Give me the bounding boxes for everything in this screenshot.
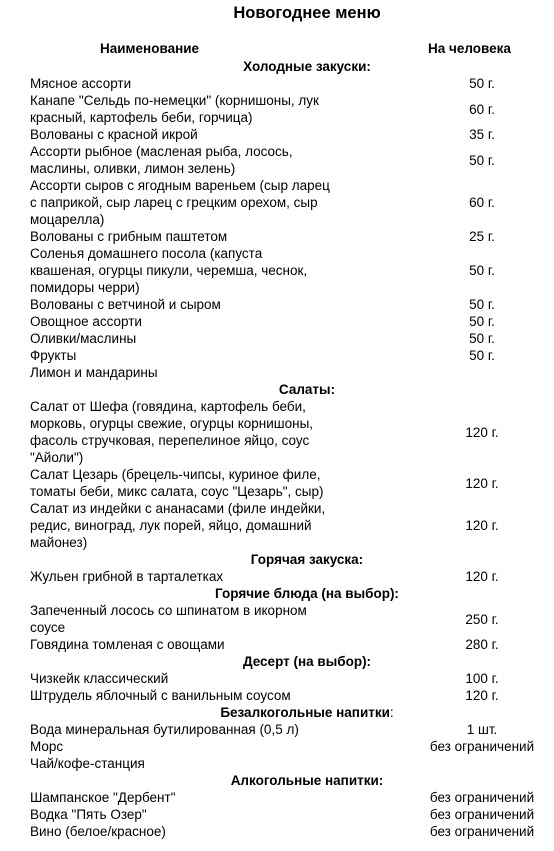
menu-item-name [0,500,410,551]
menu-item-name-line: Штрудель яблочный с ванильным соусом [30,688,291,703]
menu-item-name [0,721,410,738]
menu-item-row [0,568,554,585]
menu-item-quantity: 1 шт. [466,722,498,737]
menu-item-row [0,398,554,466]
menu-item-name [0,823,410,840]
menu-item-quantity: 25 г. [469,229,495,244]
menu-item-row [0,602,554,636]
menu-item-name-line: маслины, оливки, лимон зелень) [30,161,236,176]
menu-item-row [0,687,554,704]
menu-item-name-line: Волованы с красной икрой [30,127,198,142]
menu-item-row [0,755,554,772]
section-heading [0,653,554,670]
menu-item-name [0,568,410,585]
menu-item-name-line: томаты беби, микс салата, соус "Цезарь", сыр) [30,484,324,499]
menu-item-name-line: редис, виноград, лук порей, яйцо, домашний [30,518,312,533]
menu-item-name-line: Салат Цезарь (брецель-чипсы, куриное филе, [30,467,321,482]
menu-item-name-line: красный, картофель беби, горчица) [30,110,253,125]
menu-item-quantity: 100 г. [465,671,499,686]
menu-item-row [0,823,554,840]
menu-item-row [0,466,554,500]
menu-item-name-line: Оливки/маслины [30,331,137,346]
menu-item-quantity: 50 г. [469,263,495,278]
menu-title: Новогоднее меню [233,4,381,22]
menu-item-name [0,126,410,143]
menu-item-quantity: 120 г. [465,518,499,533]
menu-item-name-line: Салат от Шефа (говядина, картофель беби, [30,399,306,414]
menu-item-name-line: Морс [30,739,64,754]
section-heading-suffix: : [389,705,394,720]
menu-item-name-line: Мясное ассорти [30,76,132,91]
menu-item-name-line: Фрукты [30,348,77,363]
section-heading-text: Салаты: [278,382,336,397]
menu-item-name-line: фасоль стручковая, перепелиное яйцо, соус [30,433,310,448]
menu-item-quantity: 60 г. [469,195,495,210]
menu-item-name-line: Салат из индейки с ананасами (филе индейки, [30,501,326,516]
menu-item-quantity: 50 г. [469,314,495,329]
menu-item-name-line: Волованы с грибным паштетом [30,229,228,244]
menu-item-name-line: Водка "Пять Озер" [30,807,147,822]
menu-item-name-line: Канапе "Сельдь по-немецки" (корнишоны, лук [30,93,319,108]
menu-item-name [0,636,410,653]
menu-item-name [0,806,410,823]
menu-item-row [0,330,554,347]
menu-item-quantity: без ограничений [429,807,535,822]
menu-item-name-line: соусе [30,620,66,635]
menu-item-row [0,789,554,806]
menu-item-row [0,364,554,381]
menu-item-row [0,92,554,126]
section-heading [0,551,554,568]
menu-item-name [0,466,410,500]
menu-item-name [0,789,410,806]
menu-item-name-line: помидоры черри) [30,280,140,295]
menu-item-name-line: Запеченный лосось со шпинатом в икорном [30,603,307,618]
menu-item-name-line: Ассорти рыбное (масленая рыба, лосось, [30,144,293,159]
menu-item-quantity: 35 г. [469,127,495,142]
menu-item-name [0,670,410,687]
menu-item-name-line: Волованы с ветчиной и сыром [30,297,221,312]
menu-item-name-line: Лимон и мандарины [30,365,158,380]
section-heading-text: Горячая закуска: [250,552,364,567]
menu-item-name [0,143,410,177]
section-heading-text: Холодные закуски: [243,59,371,74]
menu-item-name-line: квашеная, огурцы пикули, черемша, чеснок, [30,263,308,278]
section-heading [0,772,554,789]
menu-item-row [0,313,554,330]
menu-item-name-line: Вода минеральная бутилированная (0,5 л) [30,722,299,737]
menu-item-name [0,755,410,772]
menu-item-name [0,313,410,330]
menu-item-name-line: Чай/кофе-станция [30,756,145,771]
menu-item-row [0,296,554,313]
menu-item-quantity: без ограничений [429,790,535,805]
menu-item-name [0,364,410,381]
menu-item-row [0,177,554,228]
menu-item-quantity: 50 г. [469,297,495,312]
menu-item-name-line: морковь, огурцы свежие, огурцы корнишоны, [30,416,314,431]
section-heading [0,704,554,721]
menu-item-name [0,245,410,296]
menu-item-quantity: 120 г. [465,475,499,491]
menu-item-quantity: 50 г. [469,76,495,91]
menu-item-quantity: 50 г. [469,331,495,346]
menu-item-row [0,228,554,245]
menu-item-name [0,738,410,755]
column-header-quantity: На человека [428,41,511,56]
menu-item-name-line: Вино (белое/красное) [30,824,166,839]
menu-item-row [0,126,554,143]
menu-item-name-line: Шампанское "Дербент" [30,790,176,805]
menu-item-name [0,228,410,245]
menu-item-name-line: "Айоли") [30,450,84,465]
section-heading-text: Горячие блюда (на выбор): [215,586,399,601]
menu-item-name [0,177,410,228]
menu-item-name [0,398,410,466]
menu-item-name-line: Жульен грибной в тарталетках [30,569,224,584]
section-heading-text: Безалкогольные напитки [220,705,390,720]
menu-item-row [0,500,554,551]
menu-item-name [0,330,410,347]
section-heading [0,585,554,602]
menu-item-row [0,636,554,653]
menu-item-quantity: без ограничений [429,824,535,839]
menu-item-name [0,602,410,636]
menu-item-name [0,347,410,364]
menu-item-name-line: майонез) [30,535,88,550]
menu-item-row [0,738,554,755]
menu-item-name-line: Овощное ассорти [30,314,142,329]
menu-item-row [0,721,554,738]
menu-item-quantity: 50 г. [469,348,495,363]
menu-item-name [0,75,410,92]
menu-item-quantity: 280 г. [465,637,499,652]
menu-item-name-line: Соленья домашнего посола (капуста [30,246,263,261]
section-heading [0,381,554,398]
menu-item-row [0,670,554,687]
menu-item-quantity: без ограничений [429,739,535,754]
section-heading [0,58,554,75]
menu-item-quantity: 120 г. [465,424,499,440]
column-header-name: Наименование [100,41,200,56]
menu-item-row [0,347,554,364]
menu-item-quantity: 120 г. [465,569,499,584]
menu-item-quantity: 120 г. [465,688,499,703]
menu-item-row [0,75,554,92]
menu-item-quantity: 250 г. [465,611,499,627]
menu-item-quantity: 50 г. [469,152,495,168]
menu-item-name-line: моцарелла) [30,212,105,227]
menu-item-name [0,687,410,704]
section-heading-text: Алкогольные напитки: [230,773,384,788]
menu-item-row [0,143,554,177]
menu-table [0,58,554,840]
menu-item-name-line: Говядина томленая с овощами [30,637,225,652]
menu-item-name [0,92,410,126]
section-heading-text: Десерт (на выбор): [242,654,372,669]
menu-item-name [0,296,410,313]
menu-item-name-line: Чизкейк классический [30,671,169,686]
menu-item-name-line: Ассорти сыров с ягодным вареньем (сыр ларец [30,178,330,193]
menu-item-name-line: с паприкой, сыр ларец с грецким орехом, сыр [30,195,318,210]
menu-item-quantity: 60 г. [469,101,495,117]
menu-item-row [0,245,554,296]
menu-item-row [0,806,554,823]
